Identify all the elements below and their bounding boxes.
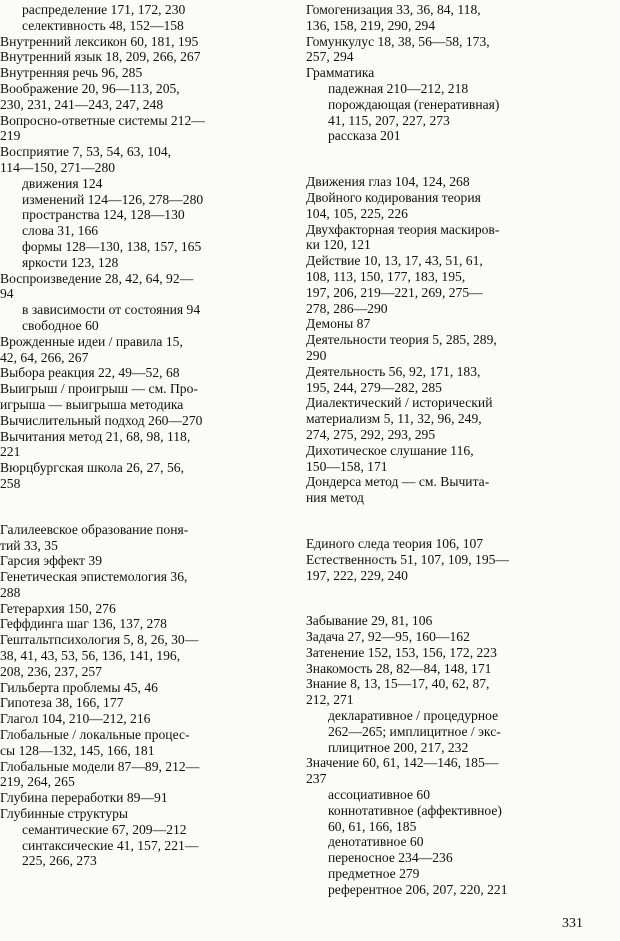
index-subentry-line: декларативное / процедурное [328,708,499,724]
index-subentry-line: падежная 210—212, 218 [328,80,469,96]
index-entry-line: 230, 231, 241—243, 247, 248 [0,96,164,112]
index-entry-line: 150—158, 171 [306,458,388,474]
index-entry-line: Движения глаз 104, 124, 268 [306,174,470,190]
index-entry-line: Воспроизведение 28, 42, 64, 92— [0,270,194,286]
index-entry-line: 197, 206, 219—221, 269, 275— [306,284,483,300]
index-entry-line: Двухфакторная теория маскиров- [306,221,500,237]
index-subentry-line: слова 31, 166 [22,223,99,239]
index-entry-line: 195, 244, 279—282, 285 [306,379,442,395]
index-entry-line: Восприятие 7, 53, 54, 63, 104, [0,144,172,160]
index-entry-line: Двойного кодирования теория [306,189,481,205]
index-entry-line: сы 128—132, 145, 166, 181 [0,742,155,758]
index-entry-line: Вопросно-ответные системы 212— [0,112,205,128]
index-entry-line: Воображение 20, 96—113, 205, [0,80,180,96]
index-entry-line: Внутренняя речь 96, 285 [0,65,143,81]
index-entry-line: Единого следа теория 106, 107 [306,535,484,551]
index-subentry-line: семантические 67, 209—212 [22,821,187,837]
index-entry-line: Вычислительный подход 260—270 [0,412,203,428]
index-entry-line: игрыша — выигрыша методика [0,396,184,412]
index-subentry-line: движения 124 [22,175,103,191]
index-subentry-line: коннотативное (аффективное) [328,802,502,818]
index-entry-line: 237 [306,771,327,787]
index-subentry-line: в зависимости от состояния 94 [22,302,201,318]
index-entry-line: ния метод [306,490,364,506]
index-entry-line: Глубина переработки 89—91 [0,790,168,806]
index-entry-line: Дондерса метод — см. Вычита- [306,474,490,490]
index-subentry-line: свободное 60 [22,317,99,333]
index-entry-line: 257, 294 [306,49,354,65]
index-entry-line: 114—150, 271—280 [0,159,116,175]
section-gap [306,144,606,174]
index-entry-line: Вюрцбургская школа 26, 27, 56, [0,460,184,476]
index-entry-line: 42, 64, 266, 267 [0,349,89,365]
index-subentry-line: предметное 279 [328,866,420,882]
index-entry-line: Деятельности теория 5, 285, 289, [306,332,497,348]
index-entry-line: 219 [0,128,21,144]
page-number: 331 [562,916,583,931]
index-entry-line: 38, 41, 43, 53, 56, 136, 141, 196, [0,648,181,664]
index-entry-line: 274, 275, 292, 293, 295 [306,426,436,442]
index-entry-line: 208, 236, 237, 257 [0,663,102,679]
index-subentry-line: референтное 206, 207, 220, 221 [328,881,508,897]
index-subentry-line: плицитное 200, 217, 232 [328,739,469,755]
index-entry-line: Выбора реакция 22, 49—52, 68 [0,365,180,381]
index-entry-line: 212, 271 [306,692,354,708]
index-entry-line: тий 33, 35 [0,537,58,553]
index-entry-line: Гетерархия 150, 276 [0,600,116,616]
index-entry-line: Действие 10, 13, 17, 43, 51, 61, [306,253,483,269]
index-entry-line: Забывание 29, 81, 106 [306,613,433,629]
index-subentry-line: ассоциативное 60 [328,787,431,803]
index-entry-line: Задача 27, 92—95, 160—162 [306,629,470,645]
index-entry-line: Деятельность 56, 92, 171, 183, [306,363,481,379]
index-entry-line: Галилеевское образование поня- [0,521,189,537]
index-entry-line: 136, 158, 219, 290, 294 [306,17,436,33]
index-subentry-line: 60, 61, 166, 185 [328,818,417,834]
index-entry-line: Выигрыш / проигрыш — см. Про- [0,381,198,397]
index-subentry-line: 225, 266, 273 [22,853,97,869]
section-gap [306,583,606,613]
index-entry-line: Внутренний лексикон 60, 181, 195 [0,33,199,49]
index-entry-line: материализм 5, 11, 32, 96, 249, [306,411,482,427]
index-entry-line: 94 [0,286,14,302]
index-entry-line: Гештальтпсихология 5, 8, 26, 30— [0,632,199,648]
index-entry-line: Генетическая эпистемология 36, [0,569,188,585]
index-entry-line: Гомогенизация 33, 36, 84, 118, [306,2,481,17]
index-subentry-line: яркости 123, 128 [22,254,119,270]
index-subentry-line: рассказа 201 [328,128,401,144]
index-entry-line: Внутренний язык 18, 209, 266, 267 [0,49,201,65]
index-entry-line: 290 [306,347,327,363]
index-entry-line: Глобальные модели 87—89, 212— [0,758,200,774]
index-entry-line: 221 [0,444,21,460]
index-entry-line: Затенение 152, 153, 156, 172, 223 [306,644,497,660]
index-entry-line: Глагол 104, 210—212, 216 [0,711,151,727]
index-entry-line: 258 [0,475,21,491]
index-subentry-line: денотативное 60 [328,834,424,850]
index-subentry-line: пространства 124, 128—130 [22,207,185,223]
index-entry-line: 219, 264, 265 [0,774,75,790]
index-entry-line: 108, 113, 150, 177, 183, 195, [306,268,466,284]
index-subentry-line: порождающая (генеративная) [328,96,500,112]
index-entry-line: Глобальные / локальные процес- [0,727,190,743]
index-entry-line: Дихотическое слушание 116, [306,442,474,458]
index-entry-line: Геффдинга шаг 136, 137, 278 [0,616,167,632]
index-entry-line: 197, 222, 229, 240 [306,567,408,583]
index-entry-line: Знакомость 28, 82—84, 148, 171 [306,660,492,676]
index-subentry-line: переносное 234—236 [328,850,453,866]
index-entry-line: Врожденные идеи / правила 15, [0,333,183,349]
index-subentry-line: 262—265; имплицитное / экс- [328,723,501,739]
index-entry-line: 104, 105, 225, 226 [306,205,408,221]
index-entry-line: Значение 60, 61, 142—146, 185— [306,755,499,771]
index-column-left [0,2,300,869]
index-entry-line: Диалектический / исторический [306,395,493,411]
section-gap [0,492,300,522]
index-subentry-line: синтаксические 41, 157, 221— [22,837,199,853]
index-entry-line: 278, 286—290 [306,300,388,316]
index-entry-line: Глубинные структуры [0,806,129,822]
index-entry-line: ки 120, 121 [306,237,371,253]
index-subentry-line: изменений 124—126, 278—280 [22,191,204,207]
index-entry-line: Демоны 87 [306,316,371,332]
index-entry-line: Грамматика [306,65,375,81]
index-subentry-line: селективность 48, 152—158 [22,17,184,33]
index-entry-line: Знание 8, 13, 15—17, 40, 62, 87, [306,676,490,692]
index-subentry-line: 41, 115, 207, 227, 273 [328,112,450,128]
index-column-right [306,2,606,898]
index-entry-line: 288 [0,584,21,600]
index-subentry-line: распределение 171, 172, 230 [22,2,186,17]
index-entry-line: Гарсия эффект 39 [0,553,102,569]
index-entry-line: Гильберта проблемы 45, 46 [0,679,158,695]
index-entry-line: Естественность 51, 107, 109, 195— [306,551,510,567]
index-entry-line: Вычитания метод 21, 68, 98, 118, [0,428,191,444]
index-entry-line: Гипотеза 38, 166, 177 [0,695,124,711]
section-gap [306,506,606,536]
index-entry-line: Гомункулус 18, 38, 56—58, 173, [306,33,490,49]
index-subentry-line: формы 128—130, 138, 157, 165 [22,238,202,254]
